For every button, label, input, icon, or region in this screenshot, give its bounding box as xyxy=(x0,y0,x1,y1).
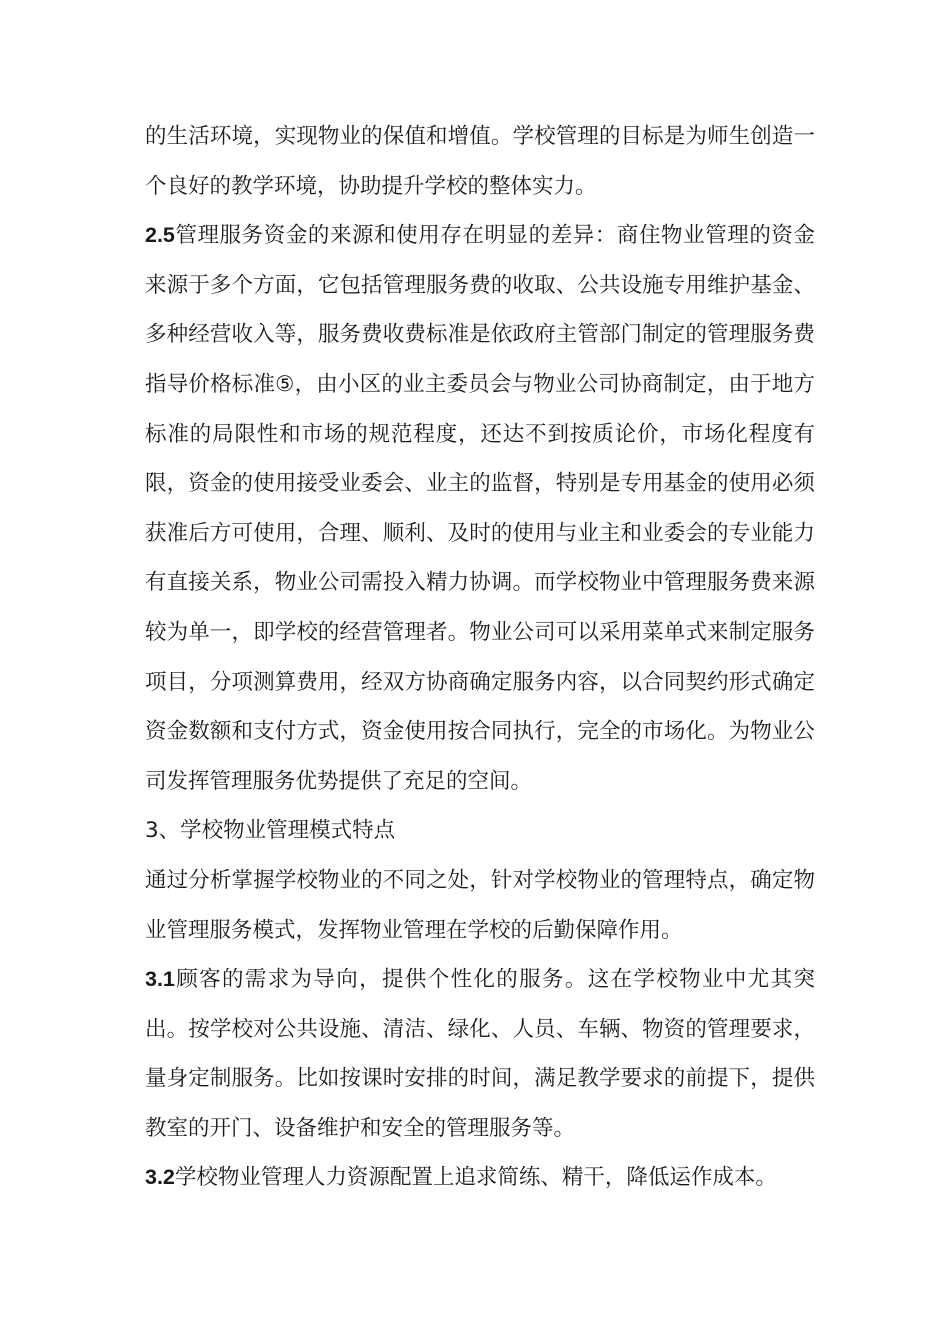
paragraph-continuation xyxy=(145,112,815,211)
paragraph-text: 管理服务资金的来源和使用存在明显的差异：商住物业管理的资金来源于多个方面，它包括管理服务费的收取、公共设施专用维护基金、多种经营收入等，服务费收费标准是依政府主管部门制定的管理服务费指导价格标准⑤，由小区的业主委员会与物业公司协商制定，由于地方标准的局限性和市场的规范程度，还达不到按质论价，市场化程度有限，资金的使用接受业委会、业主的监督，特别是专用基金的使用必须获准后方可使用，合理、顺利、及时的使用与业主和业委会的专业能力有直接关系，物业公司需投入精力协调。而学校物业中管理服务费来源较为单一，即学校的经营管理者。物业公司可以采用菜单式来制定服务项目，分项测算费用，经双方协商确定服务内容，以合同契约形式确定资金数额和支付方式，资金使用按合同执行，完全的市场化。为物业公司发挥管理服务优势提供了充足的空间。 xyxy=(145,223,815,794)
paragraph-3-2 xyxy=(145,1153,815,1203)
section-number: 2.5 xyxy=(145,223,175,248)
heading-text: 3、学校物业管理模式特点 xyxy=(145,818,396,844)
paragraph-text: 的生活环境，实现物业的保值和增值。学校管理的目标是为师生创造一个良好的教学环境，协助提升学校的整体实力。 xyxy=(145,124,815,199)
paragraph-3-1 xyxy=(145,955,815,1153)
section-number: 3.2 xyxy=(145,1165,175,1190)
paragraph-text: 学校物业管理人力资源配置上追求简练、精干，降低运作成本。 xyxy=(174,1165,777,1191)
paragraph-2-5 xyxy=(145,211,815,806)
paragraph-text: 通过分析掌握学校物业的不同之处，针对学校物业的管理特点，确定物业管理服务模式，发挥物业管理在学校的后勤保障作用。 xyxy=(145,867,815,943)
section-heading-3 xyxy=(145,806,815,856)
section-number: 3.1 xyxy=(145,967,175,992)
paragraph-text: 顾客的需求为导向，提供个性化的服务。这在学校物业中尤其突出。按学校对公共设施、清洁、绿化、人员、车辆、物资的管理要求，量身定制服务。比如按课时安排的时间，满足教学要求的前提下，提供教室的开门、设备维护和安全的管理服务等。 xyxy=(145,967,815,1141)
document-body xyxy=(145,112,815,1203)
paragraph-intro xyxy=(145,856,815,955)
